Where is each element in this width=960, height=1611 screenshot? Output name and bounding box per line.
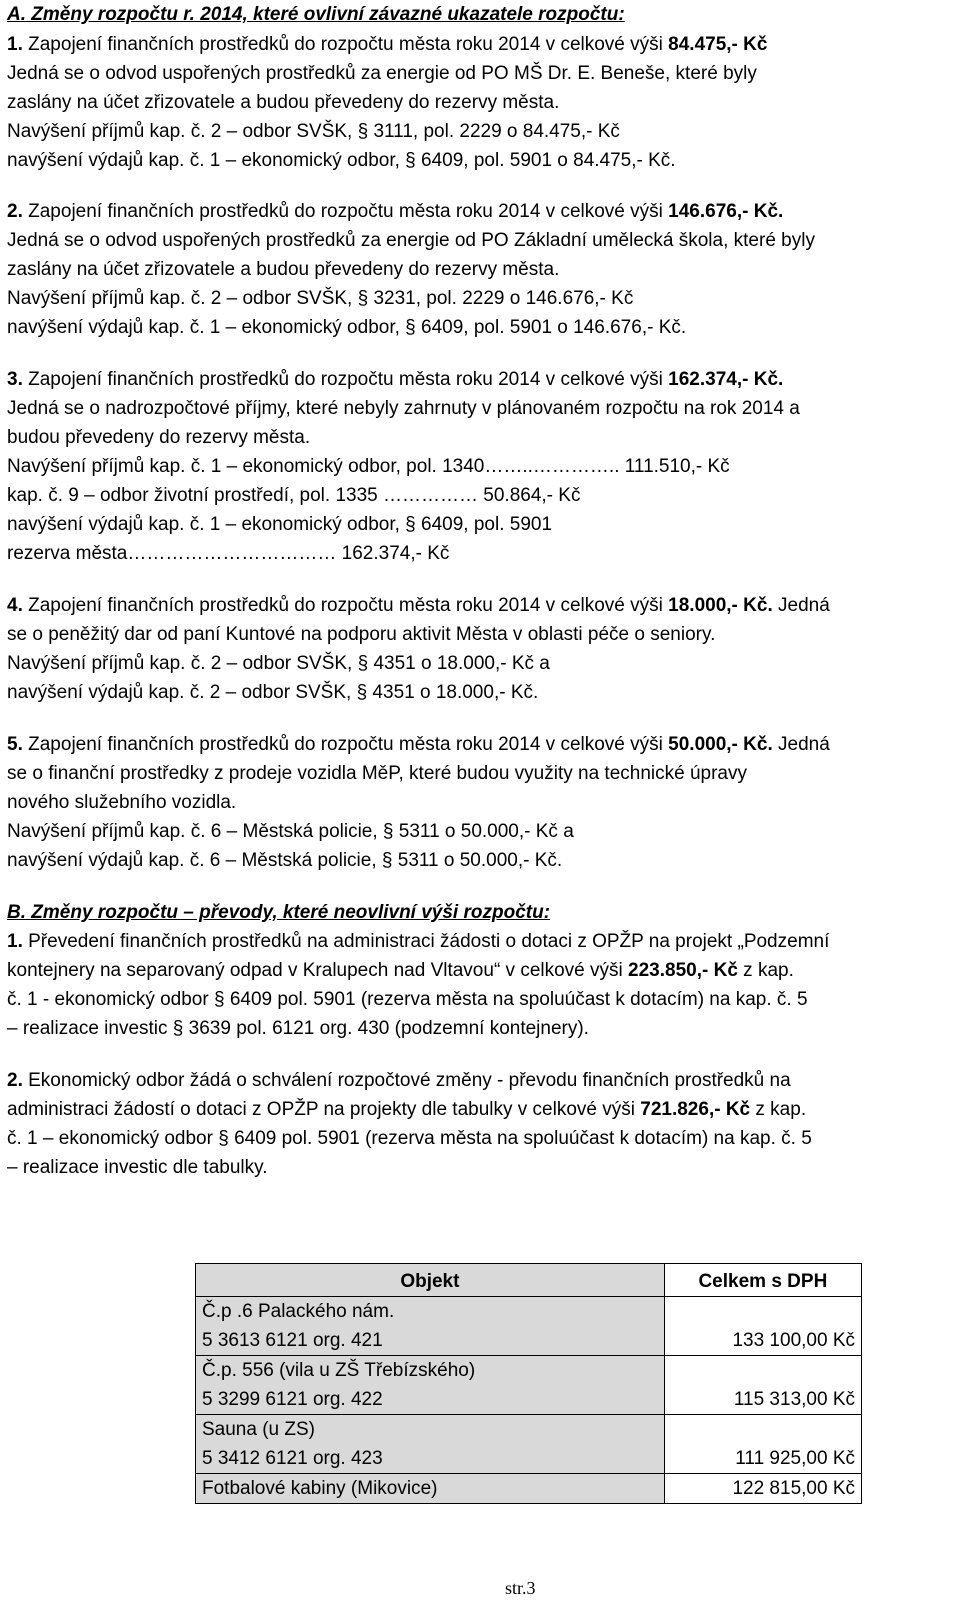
object-code: 5 3412 6121 org. 423	[202, 1448, 383, 1469]
item-a1-title: 1. Zapojení finančních prostředků do rozpočtu města roku 2014 v celkové výši 84.475,- Kč	[7, 34, 768, 55]
item-a3-title: 3. Zapojení finančních prostředků do rozpočtu města roku 2014 v celkové výši 162.374,- Kč.	[7, 369, 784, 390]
item-b2-line: administraci žádostí o dotaci z OPŽP na projekty dle tabulky v celkové výši 721.826,- Kč z kap.	[7, 1099, 807, 1120]
item-a4-line: se o peněžitý dar od paní Kuntové na podporu aktivit Města v oblasti péče o seniory.	[7, 624, 716, 645]
table-cell-amount: 133 100,00 Kč	[664, 1297, 861, 1356]
item-a4-line: navýšení výdajů kap. č. 2 – odbor SVŠK, § 4351 o 18.000,- Kč.	[7, 682, 539, 703]
item-a3-line: rezerva města…………………………… 162.374,- Kč	[7, 543, 450, 564]
item-b1-line: kontejnery na separovaný odpad v Kralupech nad Vltavou“ v celkové výši 223.850,- Kč z kap.	[7, 960, 794, 981]
object-code: 5 3613 6121 org. 421	[202, 1330, 383, 1351]
table-row	[196, 1415, 862, 1474]
item-a1-line: zaslány na účet zřizovatele a budou převedeny do rezervy města.	[7, 92, 560, 113]
table-cell-objekt	[196, 1474, 665, 1504]
item-a1-line: Navýšení příjmů kap. č. 2 – odbor SVŠK, § 3111, pol. 2229 o 84.475,- Kč	[7, 121, 620, 142]
section-a-heading: A. Změny rozpočtu r. 2014, které ovlivní závazné ukazatele rozpočtu:	[7, 4, 625, 25]
column-header-celkem: Celkem s DPH	[664, 1264, 861, 1297]
object-name: Č.p. 556 (vila u ZŠ Třebízského)	[202, 1360, 476, 1381]
item-b2-line: 2. Ekonomický odbor žádá o schválení rozpočtové změny - převodu finančních prostředků na	[7, 1070, 791, 1091]
table-cell-objekt	[196, 1356, 665, 1415]
item-a1-line: Jedná se o odvod uspořených prostředků za energie od PO MŠ Dr. E. Beneše, které byly	[7, 63, 757, 84]
item-a3-line: kap. č. 9 – odbor životní prostředí, pol. 1335 …………… 50.864,- Kč	[7, 485, 581, 506]
table-cell-amount: 122 815,00 Kč	[664, 1474, 861, 1504]
column-header-objekt: Objekt	[196, 1264, 665, 1297]
item-a2-title: 2. Zapojení finančních prostředků do rozpočtu města roku 2014 v celkové výši 146.676,- Kč.	[7, 201, 784, 222]
section-b-heading: B. Změny rozpočtu – převody, které neovlivní výši rozpočtu:	[7, 902, 551, 923]
table-cell-objekt	[196, 1297, 665, 1356]
object-code: 5 3299 6121 org. 422	[202, 1389, 383, 1410]
item-a1-line: navýšení výdajů kap. č. 1 – ekonomický odbor, § 6409, pol. 5901 o 84.475,- Kč.	[7, 150, 676, 171]
item-a5-line: Navýšení příjmů kap. č. 6 – Městská policie, § 5311 o 50.000,- Kč a	[7, 821, 574, 842]
item-a2-line: Jedná se o odvod uspořených prostředků za energie od PO Základní umělecká škola, které byly	[7, 230, 815, 251]
item-a3-line: budou převedeny do rezervy města.	[7, 427, 311, 448]
item-b1-line: 1. Převedení finančních prostředků na administraci žádosti o dotaci z OPŽP na projekt „Podzemní	[7, 931, 830, 952]
item-a3-line: Navýšení příjmů kap. č. 1 – ekonomický odbor, pol. 1340……..………….. 111.510,- Kč	[7, 456, 730, 477]
page-number: str.3	[505, 1578, 536, 1598]
table-row	[196, 1474, 862, 1504]
table-header-row	[196, 1264, 862, 1297]
object-name: Č.p .6 Palackého nám.	[202, 1301, 395, 1322]
table-cell-amount: 111 925,00 Kč	[664, 1415, 861, 1474]
item-b2-line: – realizace investic dle tabulky.	[7, 1157, 268, 1178]
table-row	[196, 1356, 862, 1415]
table-cell-amount: 115 313,00 Kč	[664, 1356, 861, 1415]
item-a4-line: Navýšení příjmů kap. č. 2 – odbor SVŠK, § 4351 o 18.000,- Kč a	[7, 653, 550, 674]
table-cell-objekt	[196, 1415, 665, 1474]
item-a4-title: 4. Zapojení finančních prostředků do rozpočtu města roku 2014 v celkové výši 18.000,- Kč. Jedná	[7, 595, 830, 616]
item-a3-line: navýšení výdajů kap. č. 1 – ekonomický odbor, § 6409, pol. 5901	[7, 514, 553, 535]
item-a5-line: nového služebního vozidla.	[7, 792, 237, 813]
table-row	[196, 1297, 862, 1356]
object-name: Fotbalové kabiny (Mikovice)	[202, 1478, 438, 1499]
object-name: Sauna (u ZS)	[202, 1419, 315, 1440]
item-a2-line: navýšení výdajů kap. č. 1 – ekonomický odbor, § 6409, pol. 5901 o 146.676,- Kč.	[7, 317, 687, 338]
item-b1-line: č. 1 - ekonomický odbor § 6409 pol. 5901 (rezerva města na spoluúčast k dotacím) na kap. č. 5	[7, 989, 808, 1010]
investment-table	[195, 1263, 862, 1504]
item-a5-title: 5. Zapojení finančních prostředků do rozpočtu města roku 2014 v celkové výši 50.000,- Kč. Jedná	[7, 734, 830, 755]
item-a2-line: zaslány na účet zřizovatele a budou převedeny do rezervy města.	[7, 259, 560, 280]
item-b2-line: č. 1 – ekonomický odbor § 6409 pol. 5901 (rezerva města na spoluúčast k dotacím) na kap. č. 5	[7, 1128, 812, 1149]
item-a5-line: navýšení výdajů kap. č. 6 – Městská policie, § 5311 o 50.000,- Kč.	[7, 850, 563, 871]
item-a5-line: se o finanční prostředky z prodeje vozidla MěP, které budou využity na technické úpravy	[7, 763, 747, 784]
item-a2-line: Navýšení příjmů kap. č. 2 – odbor SVŠK, § 3231, pol. 2229 o 146.676,- Kč	[7, 288, 634, 309]
item-b1-line: – realizace investic § 3639 pol. 6121 org. 430 (podzemní kontejnery).	[7, 1018, 589, 1039]
item-a3-line: Jedná se o nadrozpočtové příjmy, které nebyly zahrnuty v plánovaném rozpočtu na rok 2014 a	[7, 398, 800, 419]
